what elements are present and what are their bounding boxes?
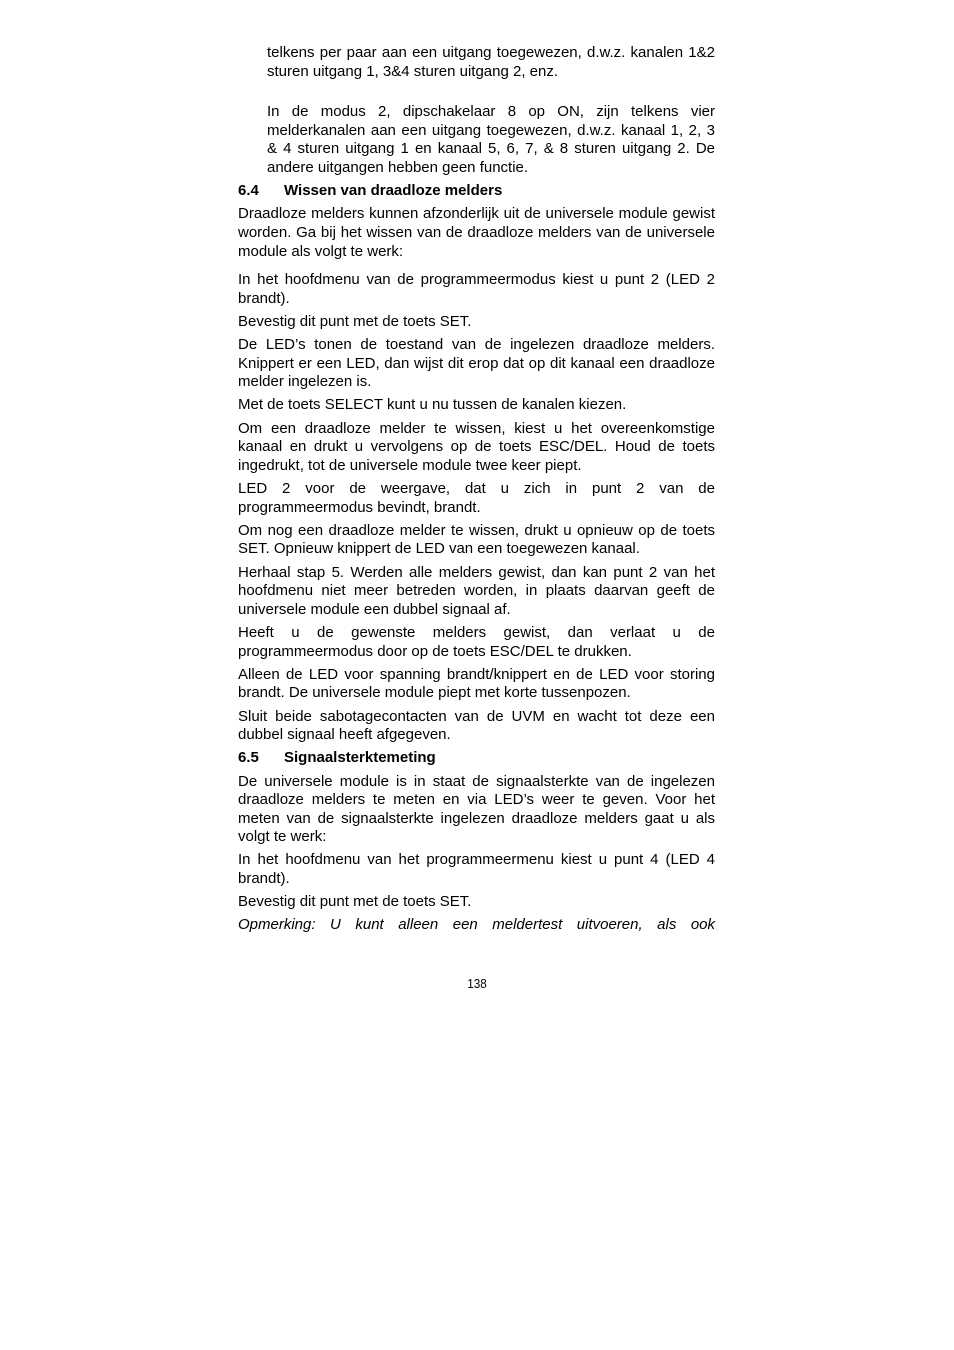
step-paragraph: Bevestig dit punt met de toets SET. — [238, 893, 472, 911]
section-6-5-intro: De universele module is in staat de signaalsterkte van de ingelezen draadloze melders te meten en via LED’s weer te geven. Voor het meten van de signaalsterkte ingelezen draadloze melders gaat u als volgt te werk: — [238, 772, 715, 846]
paragraph-mode-2: In de modus 2, dipschakelaar 8 op ON, zijn telkens vier melderkanalen aan een uitgang toegewezen, d.w.z. kanaal 1, 2, 3 & 4 sturen uitgang 1 en kanaal 5, 6, 7, & 8 sturen uitgang 2. De andere uitgangen hebben geen functie. — [267, 103, 715, 176]
document-body — [238, 44, 715, 940]
section-number: 6.4 — [238, 182, 259, 200]
step-paragraph: In het hoofdmenu van het programmeermenu kiest u punt 4 (LED 4 brandt). — [238, 851, 715, 888]
step-paragraph: Alleen de LED voor spanning brandt/knippert en de LED voor storing brandt. De universele module piept met korte tussenpozen. — [238, 665, 715, 702]
remark-paragraph: Opmerking: U kunt alleen een meldertest uitvoeren, als ook — [238, 916, 715, 934]
step-paragraph: Sluit beide sabotagecontacten van de UVM en wacht tot deze een dubbel signaal heeft afgegeven. — [238, 707, 715, 744]
page-number: 138 — [467, 976, 487, 991]
section-heading-6-4 — [238, 182, 715, 201]
step-paragraph: LED 2 voor de weergave, dat u zich in punt 2 van de programmeermodus bevindt, brandt. — [238, 480, 715, 516]
step-paragraph: De LED’s tonen de toestand van de ingelezen draadloze melders. Knippert er een LED, dan wijst dit erop dat op dit kanaal een draadloze melder ingelezen is. — [238, 336, 715, 391]
section-number: 6.5 — [238, 749, 259, 767]
section-6-4-intro: Draadloze melders kunnen afzonderlijk uit de universele module gewist worden. Ga bij het wissen van de draadloze melders van de universele module als volgt te werk: — [238, 205, 715, 260]
paragraph-mode-1-continuation: telkens per paar aan een uitgang toegewezen, d.w.z. kanalen 1&2 sturen uitgang 1, 3&4 sturen uitgang 2, enz. — [267, 44, 715, 80]
section-title: Signaalsterktemeting — [284, 749, 436, 767]
step-paragraph: In het hoofdmenu van de programmeermodus kiest u punt 2 (LED 2 brandt). — [238, 271, 715, 307]
section-heading-6-5 — [238, 749, 715, 768]
step-paragraph: Om een draadloze melder te wissen, kiest u het overeenkomstige kanaal en drukt u vervolgens op de toets ESC/DEL. Houd de toets ingedrukt, tot de universele module twee keer piept. — [238, 419, 715, 474]
step-paragraph: Herhaal stap 5. Werden alle melders gewist, dan kan punt 2 van het hoofdmenu niet meer betreden worden, in plaats daarvan geeft de universele module een dubbel signaal af. — [238, 563, 715, 618]
step-paragraph: Bevestig dit punt met de toets SET. — [238, 312, 472, 330]
step-paragraph: Heeft u de gewenste melders gewist, dan verlaat u de programmeermodus door op de toets ESC/DEL te drukken. — [238, 623, 715, 660]
step-paragraph: Om nog een draadloze melder te wissen, drukt u opnieuw op de toets SET. Opnieuw knippert de LED van een toegewezen kanaal. — [238, 521, 715, 558]
step-paragraph: Met de toets SELECT kunt u nu tussen de kanalen kiezen. — [238, 396, 627, 414]
section-title: Wissen van draadloze melders — [284, 182, 503, 200]
